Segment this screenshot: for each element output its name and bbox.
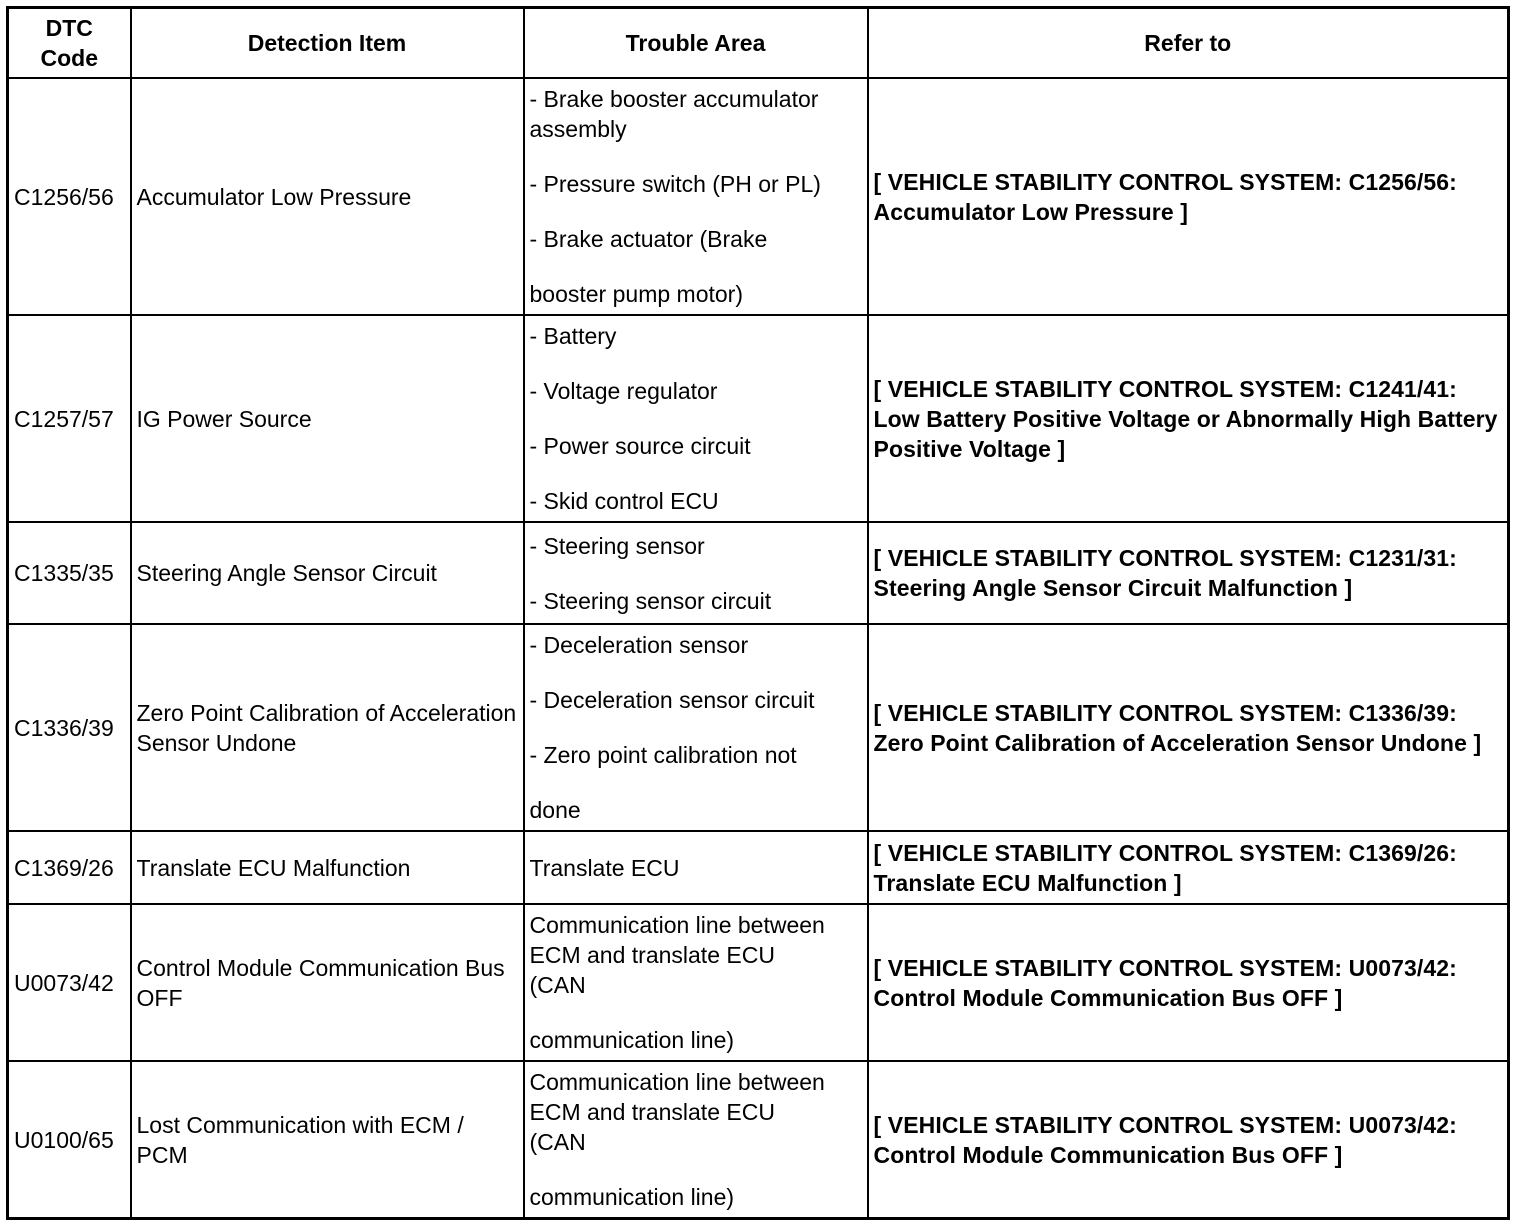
paragraph-gap	[530, 461, 862, 486]
detection-item-cell: Control Module Communication Bus OFF	[131, 904, 524, 1061]
dtc-code-cell: C1257/57	[8, 315, 131, 522]
trouble-area-list	[530, 321, 862, 516]
dtc-code-cell: C1369/26	[8, 831, 131, 904]
detection-item-cell: Accumulator Low Pressure	[131, 78, 524, 315]
refer-to-cell: [ VEHICLE STABILITY CONTROL SYSTEM: C1256/56: Accumulator Low Pressure ]	[868, 78, 1509, 315]
trouble-area-line: - Zero point calibration not	[529, 742, 797, 769]
trouble-area-cell	[524, 1061, 868, 1218]
trouble-area-cell	[524, 624, 868, 831]
table-row	[8, 315, 1509, 522]
trouble-area-line: communication line)	[529, 1027, 735, 1054]
header-detection-item: Detection Item	[131, 8, 524, 79]
trouble-area-line: ECM and translate ECU	[529, 1099, 775, 1126]
trouble-area-line: - Steering sensor	[529, 532, 705, 559]
table-row	[8, 831, 1509, 904]
detection-item-cell: Steering Angle Sensor Circuit	[131, 522, 524, 624]
refer-to-cell: [ VEHICLE STABILITY CONTROL SYSTEM: C1369/26: Translate ECU Malfunction ]	[868, 831, 1509, 904]
trouble-area-cell	[524, 315, 868, 522]
header-dtc-code-label: DTC Code	[40, 15, 98, 71]
trouble-area-list	[530, 531, 862, 616]
trouble-area-list	[530, 84, 862, 309]
dtc-table	[6, 6, 1510, 1220]
trouble-area-line: (CAN	[529, 972, 586, 999]
refer-to-cell: [ VEHICLE STABILITY CONTROL SYSTEM: U0073/42: Control Module Communication Bus OFF ]	[868, 1061, 1509, 1218]
detection-item-cell: Lost Communication with ECM / PCM	[131, 1061, 524, 1218]
table-row	[8, 624, 1509, 831]
trouble-area-line: - Voltage regulator	[529, 378, 718, 405]
header-trouble-area: Trouble Area	[524, 8, 868, 79]
paragraph-gap	[530, 770, 862, 795]
trouble-area-cell	[524, 904, 868, 1061]
paragraph-gap	[530, 406, 862, 431]
trouble-area-line: communication line)	[529, 1184, 735, 1211]
paragraph-gap	[530, 561, 862, 586]
trouble-area-line: - Steering sensor circuit	[529, 587, 772, 614]
trouble-area-line: - Power source circuit	[529, 433, 751, 460]
paragraph-gap	[530, 1157, 862, 1182]
trouble-area-line: - Deceleration sensor circuit	[529, 687, 815, 714]
trouble-area-line: booster pump motor)	[529, 281, 743, 308]
header-dtc-code	[8, 8, 131, 79]
dtc-code-cell: C1336/39	[8, 624, 131, 831]
trouble-area-list	[530, 1067, 862, 1212]
header-refer-to: Refer to	[868, 8, 1509, 79]
trouble-area-line: Translate ECU	[529, 854, 680, 881]
paragraph-gap	[530, 1000, 862, 1025]
refer-to-cell: [ VEHICLE STABILITY CONTROL SYSTEM: C1231/31: Steering Angle Sensor Circuit Malfunction ]	[868, 522, 1509, 624]
trouble-area-list	[530, 910, 862, 1055]
trouble-area-line: - Battery	[529, 323, 617, 350]
refer-to-cell: [ VEHICLE STABILITY CONTROL SYSTEM: C1336/39: Zero Point Calibration of Acceleration Sensor Undone ]	[868, 624, 1509, 831]
table-row	[8, 1061, 1509, 1218]
paragraph-gap	[530, 715, 862, 740]
refer-to-cell: [ VEHICLE STABILITY CONTROL SYSTEM: U0073/42: Control Module Communication Bus OFF ]	[868, 904, 1509, 1061]
dtc-code-cell: C1256/56	[8, 78, 131, 315]
trouble-area-cell	[524, 831, 868, 904]
detection-item-cell: Translate ECU Malfunction	[131, 831, 524, 904]
trouble-area-line: - Brake actuator (Brake	[529, 226, 768, 253]
table-row	[8, 78, 1509, 315]
trouble-area-line: Communication line between	[529, 1069, 825, 1096]
dtc-code-cell: C1335/35	[8, 522, 131, 624]
refer-to-cell: [ VEHICLE STABILITY CONTROL SYSTEM: C1241/41: Low Battery Positive Voltage or Abnormally High Battery Positive Voltage ]	[868, 315, 1509, 522]
paragraph-gap	[530, 351, 862, 376]
trouble-area-line: - Deceleration sensor	[529, 632, 749, 659]
paragraph-gap	[530, 254, 862, 279]
trouble-area-line: - Pressure switch (PH or PL)	[529, 171, 821, 198]
trouble-area-list	[530, 853, 862, 883]
detection-item-cell: Zero Point Calibration of Acceleration Sensor Undone	[131, 624, 524, 831]
dtc-code-cell: U0100/65	[8, 1061, 131, 1218]
trouble-area-line: done	[529, 797, 581, 824]
paragraph-gap	[530, 199, 862, 224]
trouble-area-cell	[524, 522, 868, 624]
detection-item-cell: IG Power Source	[131, 315, 524, 522]
trouble-area-line: - Skid control ECU	[529, 488, 719, 515]
table-row	[8, 522, 1509, 624]
paragraph-gap	[530, 660, 862, 685]
trouble-area-cell	[524, 78, 868, 315]
trouble-area-line: (CAN	[529, 1129, 586, 1156]
paragraph-gap	[530, 144, 862, 169]
trouble-area-line: assembly	[529, 116, 627, 143]
trouble-area-list	[530, 630, 862, 825]
trouble-area-line: ECM and translate ECU	[529, 942, 775, 969]
trouble-area-line: - Brake booster accumulator	[529, 86, 819, 113]
table-row	[8, 904, 1509, 1061]
header-row	[8, 8, 1509, 79]
dtc-table-body	[8, 78, 1509, 1219]
trouble-area-line: Communication line between	[529, 912, 825, 939]
dtc-code-cell: U0073/42	[8, 904, 131, 1061]
